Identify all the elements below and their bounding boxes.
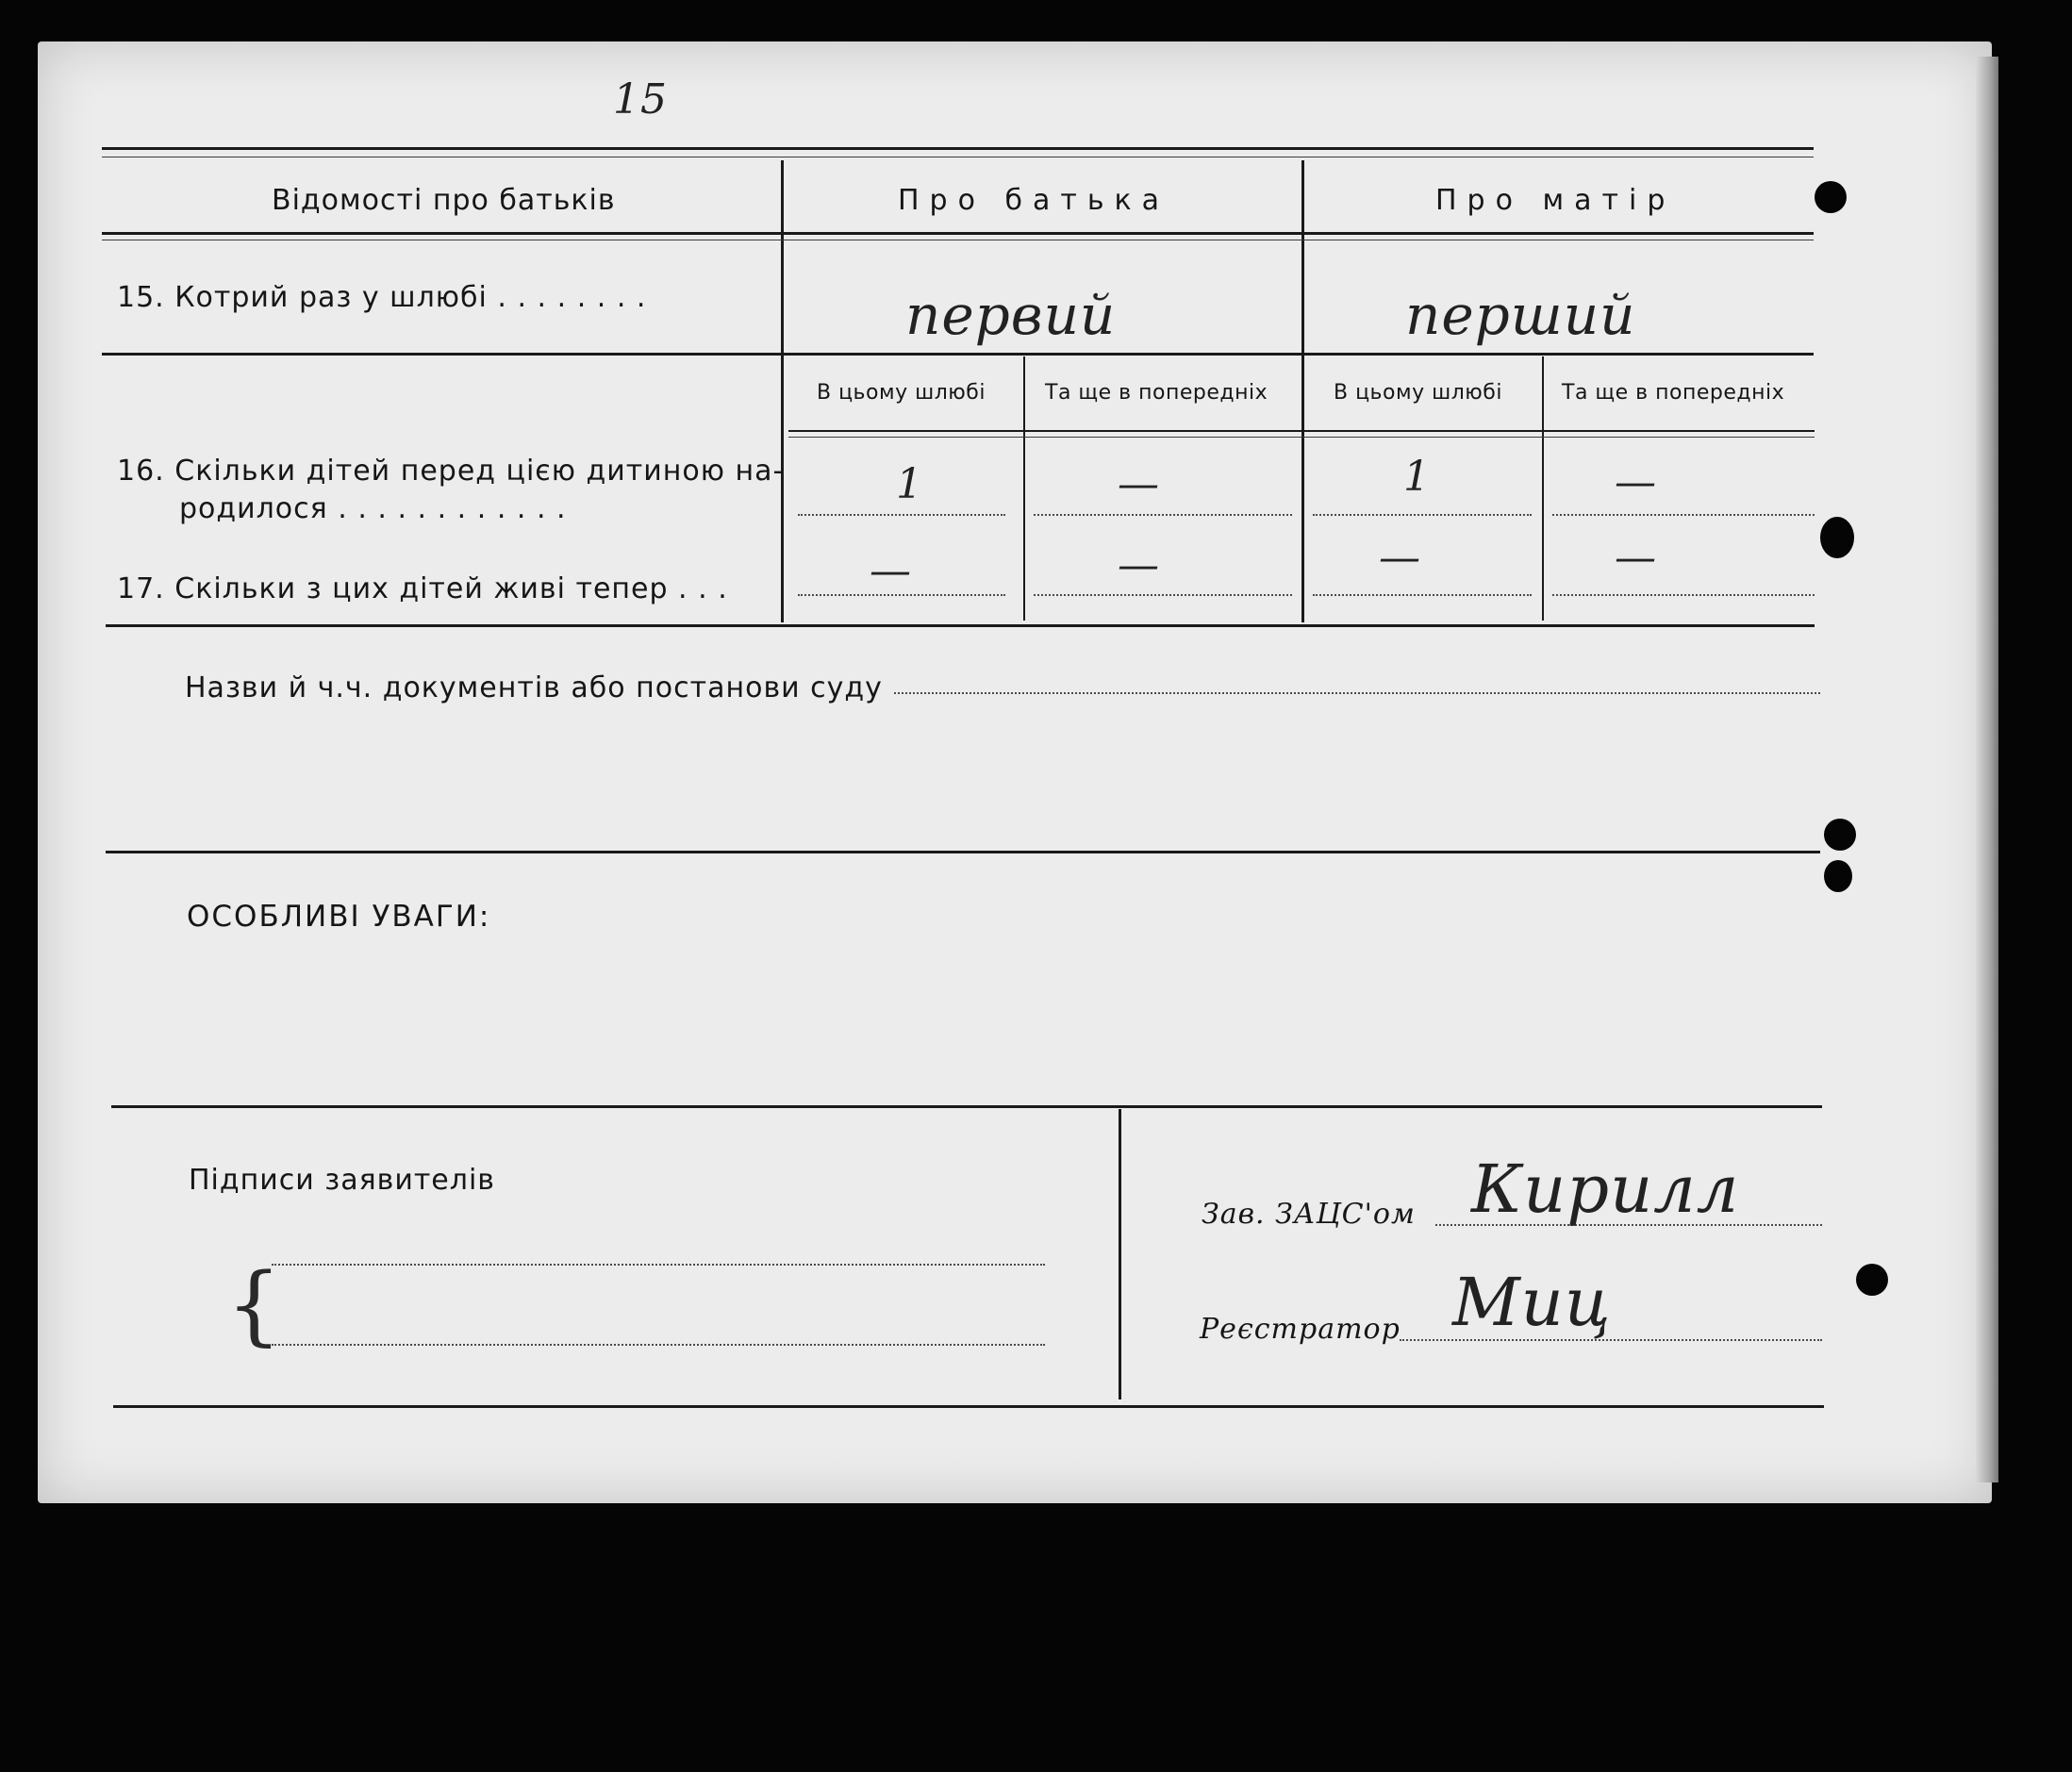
top-rule <box>102 147 1814 150</box>
row16-father-prev: — <box>1118 460 1160 508</box>
signatures-label: Підписи заявителів <box>189 1164 495 1197</box>
divider-father <box>781 160 784 622</box>
paper-edge <box>1976 57 1998 1482</box>
row17-father-this: — <box>870 547 912 595</box>
row16-dots-3 <box>1313 514 1532 516</box>
row17-dots-4 <box>1552 594 1815 596</box>
punch-hole <box>1815 181 1847 213</box>
head-signature: Кирилл <box>1471 1151 1740 1228</box>
documents-label: Назви й ч.ч. документів або постанови суду <box>185 671 883 704</box>
document-page <box>38 41 1992 1503</box>
remarks-label: ОСОБЛИВІ УВАГИ: <box>187 900 491 934</box>
row16-mother-this: 1 <box>1403 453 1431 501</box>
registrar-signature: Миц <box>1452 1264 1612 1341</box>
documents-rule <box>106 851 1820 853</box>
row15-label: 15. Котрий раз у шлюбі . . . . . . . . <box>117 281 647 314</box>
divider-father-sub <box>1023 356 1025 621</box>
corner-mark: 15 <box>613 75 668 124</box>
documents-dots <box>894 692 1820 694</box>
subheader-father-prev: Та ще в попередніх <box>1045 381 1268 405</box>
signature-brace: { <box>226 1254 283 1355</box>
header-mother: Про матір <box>1435 184 1676 217</box>
row17-mother-this: — <box>1379 534 1421 582</box>
row16-label-line1: 16. Скільки дітей перед цією дитиною на- <box>117 455 785 488</box>
header-father: Про батька <box>898 184 1170 217</box>
subheader-mother-this: В цьому шлюбі <box>1334 381 1502 405</box>
row16-mother-prev: — <box>1615 458 1657 506</box>
divider-mother <box>1301 160 1304 622</box>
row15-father-value: первий <box>905 283 1117 347</box>
row17-mother-prev: — <box>1615 534 1657 582</box>
punch-hole <box>1824 819 1856 851</box>
registrar-label: Реєстратор <box>1200 1313 1401 1346</box>
row16-label-line2: родилося . . . . . . . . . . . . <box>179 492 567 525</box>
subheader-father-this: В цьому шлюбі <box>817 381 986 405</box>
signature-line-2 <box>272 1344 1045 1346</box>
row17-dots-3 <box>1313 594 1532 596</box>
row16-dots-1 <box>798 514 1005 516</box>
row15-rule <box>102 353 1814 356</box>
row17-label: 17. Скільки з цих дітей живі тепер . . . <box>117 572 728 605</box>
remarks-rule <box>111 1105 1822 1108</box>
row17-father-prev: — <box>1118 541 1160 589</box>
bottom-rule <box>113 1405 1824 1408</box>
divider-mother-sub <box>1542 356 1544 621</box>
punch-hole <box>1856 1264 1888 1296</box>
header-rule <box>102 232 1814 235</box>
row15-mother-value: перший <box>1405 283 1636 347</box>
subheader-mother-prev: Та ще в попередніх <box>1562 381 1785 405</box>
signature-divider <box>1119 1109 1121 1399</box>
signature-line-1 <box>272 1264 1045 1266</box>
punch-hole <box>1824 860 1852 892</box>
row16-dots-2 <box>1034 514 1292 516</box>
subheader-rule-thin <box>788 437 1815 438</box>
row17-dots-1 <box>798 594 1005 596</box>
punch-hole <box>1820 517 1854 558</box>
row17-rule <box>106 624 1815 627</box>
subheader-rule <box>788 430 1815 432</box>
row16-father-this: 1 <box>896 460 923 508</box>
row16-dots-4 <box>1552 514 1815 516</box>
head-label: Зав. ЗАЦС'ом <box>1202 1198 1416 1231</box>
header-parents-info: Відомості про батьків <box>272 184 616 217</box>
row17-dots-2 <box>1034 594 1292 596</box>
